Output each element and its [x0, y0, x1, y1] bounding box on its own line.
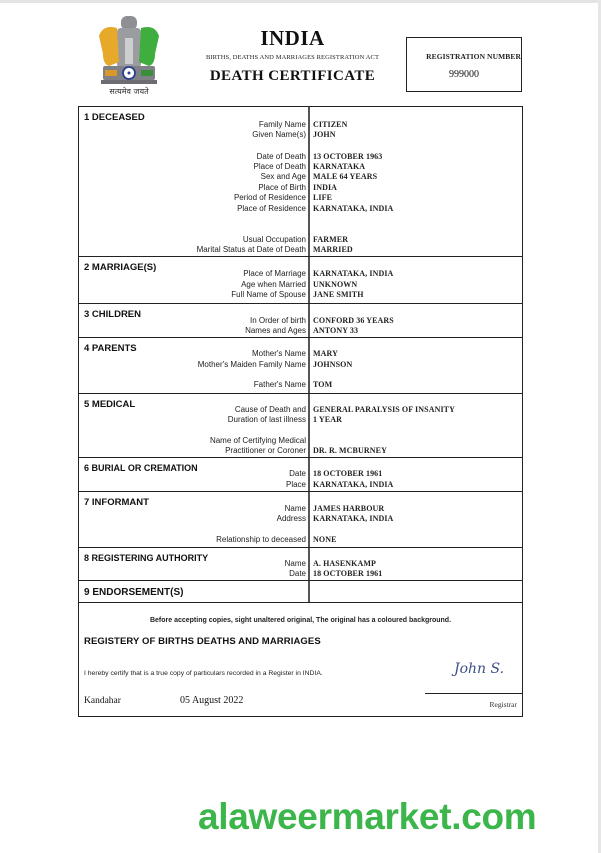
field-value: KARNATAKA, INDIA: [313, 480, 394, 489]
column-divider: [308, 492, 310, 548]
section-title: 1 DECEASED: [84, 112, 145, 123]
field-label: Cause of Death and: [234, 405, 306, 414]
section-parents: [79, 337, 522, 394]
column-divider: [308, 581, 310, 603]
authenticity-notice: Before accepting copies, sight unaltered original, The original has a coloured background.: [149, 617, 452, 624]
column-divider: [308, 394, 310, 458]
field-label: Relationship to deceased: [216, 535, 306, 544]
field-value: CONFORD 36 YEARS: [313, 316, 394, 325]
document-title: DEATH CERTIFICATE: [209, 68, 376, 84]
section-title: 3 CHILDREN: [84, 309, 142, 320]
field-value: KARNATAKA, INDIA: [313, 514, 394, 523]
field-label: Mother's Name: [252, 349, 306, 358]
section-deceased: [79, 107, 522, 256]
column-divider: [308, 107, 310, 256]
field-label: Marital Status at Date of Death: [196, 245, 306, 254]
column-divider: [308, 304, 310, 338]
registration-number-box: [406, 37, 522, 92]
field-value: A. HASENKAMP: [313, 559, 376, 568]
field-value: TOM: [313, 380, 333, 389]
section-registering-authority: [79, 547, 522, 581]
field-value: KARNATAKA, INDIA: [313, 204, 394, 213]
field-value: JANE SMITH: [313, 290, 364, 299]
field-value: 13 OCTOBER 1963: [313, 152, 383, 161]
field-label: Address: [276, 514, 306, 523]
field-value: CITIZEN: [313, 120, 348, 129]
field-label: Father's Name: [253, 380, 306, 389]
field-value: 18 OCTOBER 1961: [313, 569, 383, 578]
field-value: 18 OCTOBER 1961: [313, 469, 383, 478]
section-medical: [79, 393, 522, 458]
country-title: INDIA: [260, 26, 325, 50]
field-label: In Order of birth: [249, 316, 306, 325]
field-label: Date: [289, 469, 306, 478]
field-label: Full Name of Spouse: [231, 290, 306, 299]
field-label: Date: [289, 569, 306, 578]
section-title: 5 MEDICAL: [84, 399, 136, 410]
field-label: Place of Marriage: [243, 269, 306, 278]
field-value: JOHNSON: [313, 360, 353, 369]
field-value: JAMES HARBOUR: [313, 504, 385, 513]
registration-number-value: 999000: [449, 69, 479, 80]
section-title: 9 ENDORSEMENT(S): [84, 587, 184, 598]
section-title: 2 MARRIAGE(S): [84, 262, 157, 273]
field-label: Place of Birth: [258, 183, 306, 192]
field-value: LIFE: [313, 193, 333, 202]
field-value: GENERAL PARALYSIS OF INSANITY: [313, 405, 455, 414]
field-value: ANTONY 33: [313, 326, 359, 335]
field-label: Place: [285, 480, 306, 489]
field-label: Name of Certifying Medical: [209, 436, 306, 445]
field-label: Date of Death: [256, 152, 306, 161]
field-label: Name: [284, 559, 306, 568]
page-top-edge: [0, 0, 601, 3]
certification-statement: I hereby certify that is a true copy of particulars recorded in a Register in INDIA.: [84, 670, 323, 677]
issue-date: 05 August 2022: [180, 695, 244, 706]
column-divider: [308, 338, 310, 394]
field-value: UNKNOWN: [313, 280, 358, 289]
certificate-footer: [79, 602, 522, 716]
section-title: 8 REGISTERING AUTHORITY: [84, 553, 209, 563]
field-value: JOHN: [313, 130, 336, 139]
watermark-text: alaweermarket.com: [198, 796, 537, 837]
field-label: Given Name(s): [252, 130, 306, 139]
registrar-signature: John S.: [454, 661, 505, 677]
signature-line: [425, 693, 522, 694]
field-label: Mother's Maiden Family Name: [197, 360, 306, 369]
registration-number-label: REGISTRATION NUMBER: [426, 52, 521, 61]
section-marriages: [79, 256, 522, 303]
field-label: Name: [284, 504, 306, 513]
field-value: MARRIED: [313, 245, 353, 254]
registry-heading: REGISTERY OF BIRTHS DEATHS AND MARRIAGES: [84, 636, 321, 647]
section-title: 7 INFORMANT: [84, 497, 149, 508]
field-label: Period of Residence: [233, 193, 306, 202]
field-label: Usual Occupation: [242, 235, 306, 244]
field-value: MALE 64 YEARS: [313, 172, 378, 181]
field-value: NONE: [313, 535, 337, 544]
field-value: KARNATAKA, INDIA: [313, 269, 394, 278]
field-value: 1 YEAR: [313, 415, 342, 424]
registrar-title: Registrar: [489, 700, 517, 709]
issue-place: Kandahar: [84, 696, 121, 706]
field-label: Practitioner or Coroner: [225, 446, 306, 455]
field-label: Place of Death: [253, 162, 306, 171]
column-divider: [308, 257, 310, 303]
field-value: FARMER: [313, 235, 349, 244]
field-label: Family Name: [258, 120, 306, 129]
section-endorsements: [79, 580, 522, 603]
section-title: 6 BURIAL OR CREMATION: [84, 463, 198, 473]
column-divider: [308, 548, 310, 581]
field-label: Place of Residence: [237, 204, 306, 213]
section-children: [79, 303, 522, 338]
section-title: 4 PARENTS: [84, 343, 137, 354]
column-divider: [308, 458, 310, 492]
certificate-table: [78, 106, 523, 717]
field-value: MARY: [313, 349, 339, 358]
act-subtitle: BIRTHS, DEATHS AND MARRIAGES REGISTRATION ACT: [205, 54, 380, 61]
field-value: KARNATAKA: [313, 162, 366, 171]
field-value: DR. R. MCBURNEY: [313, 446, 387, 455]
section-informant: [79, 491, 522, 548]
section-burial: [79, 457, 522, 492]
field-label: Names and Ages: [245, 326, 306, 335]
field-label: Sex and Age: [260, 172, 306, 181]
emblem-motto: सत्यमेव जयते: [109, 87, 149, 96]
field-label: Age when Married: [241, 280, 306, 289]
field-label: Duration of last illness: [227, 415, 306, 424]
field-value: INDIA: [313, 183, 338, 192]
